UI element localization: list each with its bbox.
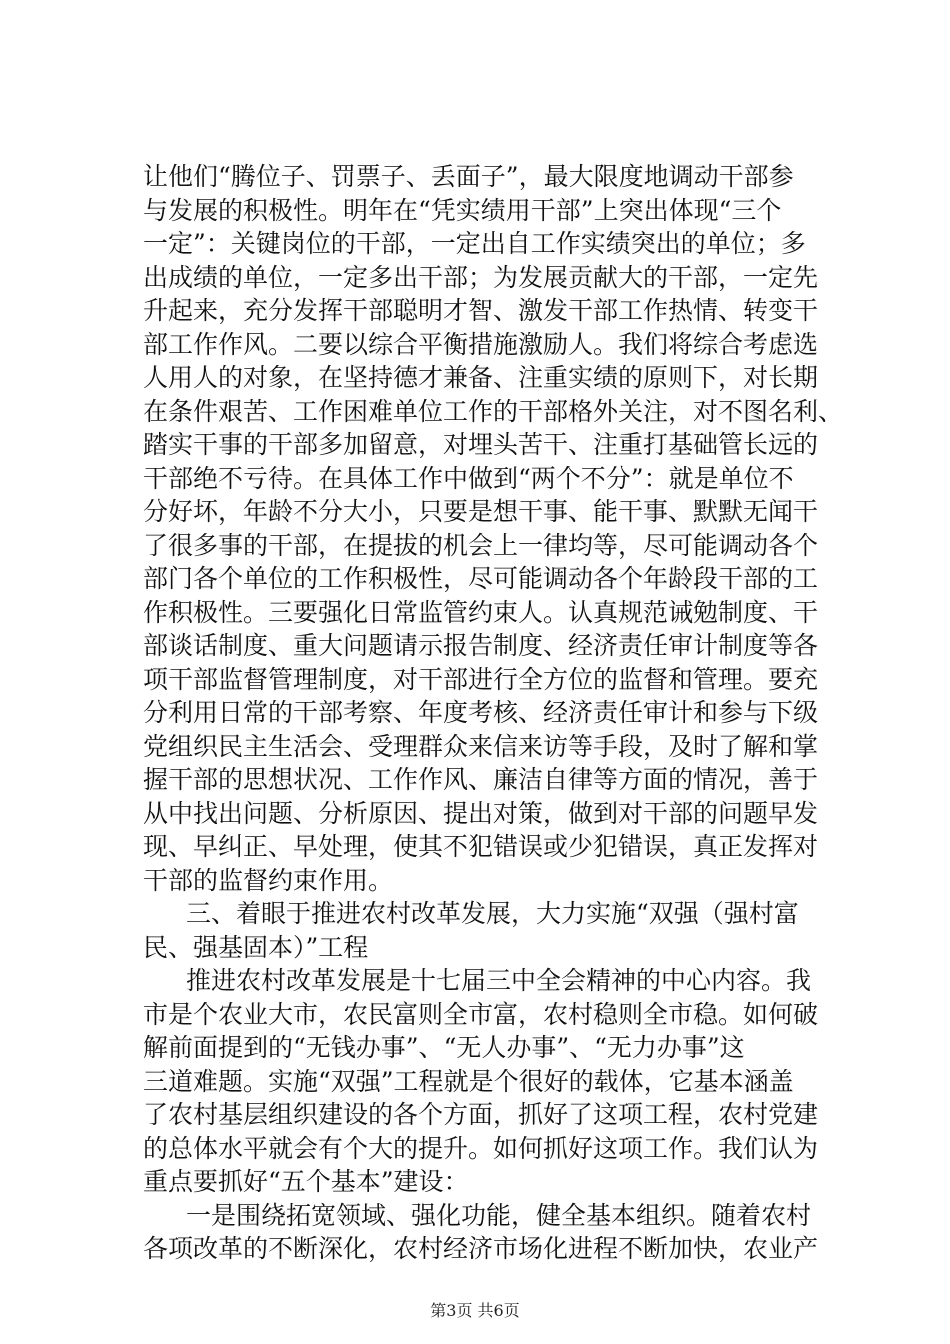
text-line: 人用人的对象，在坚持德才兼备、注重实绩的原则下，对长期: [143, 363, 819, 392]
text-line: 部门各个单位的工作积极性，尽可能调动各个年龄段干部的工: [143, 564, 819, 593]
text-line: 在条件艰苦、工作困难单位工作的干部格外关注，对不图名利、: [143, 396, 844, 426]
text-line: 市是个农业大市，农民富则全市富，农村稳则全市稳。如何破: [143, 999, 819, 1029]
text-line: 各项改革的不断深化，农村经济市场化进程不断加快，农业产: [143, 1234, 819, 1263]
text-line: 干部绝不亏待。在具体工作中做到“两个不分”：就是单位不: [143, 463, 794, 493]
text-line: 出成绩的单位，一定多出干部；为发展贡献大的干部，一定先: [143, 262, 819, 292]
text-line: 作积极性。三要强化日常监管约束人。认真规范诫勉制度、干: [143, 597, 819, 627]
text-line: 从中找出问题、分析原因、提出对策，做到对干部的问题早发: [143, 798, 819, 828]
text-line: 的总体水平就会有个大的提升。如何抓好这项工作。我们认为: [143, 1133, 819, 1163]
text-line: 重点要抓好“五个基本”建设：: [143, 1167, 469, 1196]
text-line: 了农村基层组织建设的各个方面，抓好了这项工程，农村党建: [143, 1100, 819, 1129]
text-line: 一是围绕拓宽领域、强化功能，健全基本组织。随着农村: [186, 1200, 812, 1230]
text-line: 分利用日常的干部考察、年度考核、经济责任审计和参与下级: [143, 698, 819, 727]
text-line: 分好坏，年龄不分大小，只要是想干事、能干事、默默无闻干: [143, 497, 819, 526]
text-line: 握干部的思想状况、工作作风、廉洁自律等方面的情况，善于: [143, 765, 819, 794]
text-line: 推进农村改革发展是十七届三中全会精神的中心内容。我: [186, 966, 812, 995]
text-line: 民、强基固本）”工程: [143, 932, 369, 962]
text-line: 一定”：关键岗位的干部，一定出自工作实绩突出的单位；多: [143, 229, 806, 258]
text-line: 干部的监督约束作用。: [143, 865, 394, 895]
text-line: 解前面提到的“无钱办事”、“无人办事”、“无力办事”这: [143, 1033, 745, 1062]
text-line: 升起来，充分发挥干部聪明才智、激发干部工作热情、转变干: [143, 296, 819, 325]
text-line: 让他们“腾位子、罚票子、丢面子”，最大限度地调动干部参: [143, 162, 794, 191]
text-line: 踏实干事的干部多加留意，对埋头苦干、注重打基础管长远的: [143, 430, 819, 459]
page-footer: 第3页 共6页: [430, 1301, 520, 1320]
text-line: 部谈话制度、重大问题请示报告制度、经济责任审计制度等各: [143, 631, 819, 660]
text-line: 党组织民主生活会、受理群众来信来访等手段，及时了解和掌: [143, 731, 819, 761]
text-line: 项干部监督管理制度，对干部进行全方位的监督和管理。要充: [143, 664, 819, 694]
text-line: 与发展的积极性。明年在“凭实绩用干部”上突出体现“三个: [143, 195, 782, 225]
text-line: 三道难题。实施“双强”工程就是个很好的载体，它基本涵盖: [143, 1066, 794, 1096]
document-body: [143, 160, 844, 1266]
text-line: 了很多事的干部，在提拔的机会上一律均等，尽可能调动各个: [143, 530, 819, 560]
text-line: 部工作作风。二要以综合平衡措施激励人。我们将综合考虑选: [143, 329, 819, 359]
text-line: 三、着眼于推进农村改革发展，大力实施“双强（强村富: [186, 899, 799, 928]
text-line: 现、早纠正、早处理，使其不犯错误或少犯错误，真正发挥对: [143, 832, 819, 861]
